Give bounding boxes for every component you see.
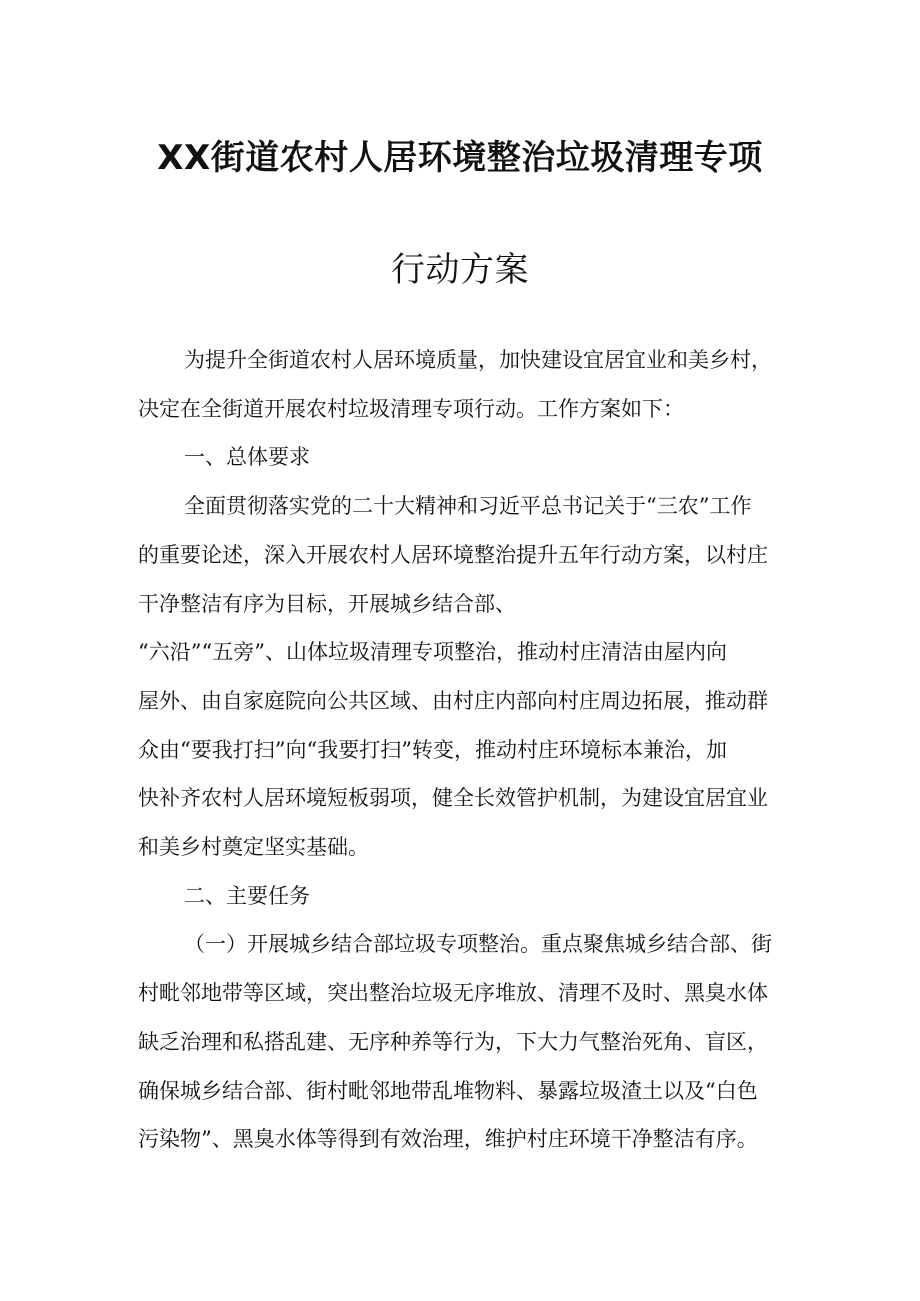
text-line: （一）开展城乡结合部垃圾专项整治。重点聚焦城乡结合部、街 (184, 932, 772, 957)
section-heading-main-tasks (138, 872, 790, 921)
text-line: 缺乏治理和私搭乱建、无序种养等行为，下大力气整治死角、盲区， (138, 1029, 768, 1054)
text-line: 为提升全街道农村人居环境质量，加快建设宜居宜业和美乡村， (184, 348, 772, 372)
text-line: 和美乡村奠定坚实基础。 (138, 835, 369, 860)
text-line: 众由“要我打扫”向“我要打扫”转变，推动村庄环境标本兼治，加 (138, 737, 727, 762)
section-heading-overall-requirements (138, 433, 790, 482)
text-line: 污染物”、黑臭水体等得到有效治理，维护村庄环境干净整洁有序。 (138, 1127, 758, 1152)
text-line: 全面贯彻落实党的二十大精神和习近平总书记关于“三农”工作 (184, 494, 752, 519)
document-body (138, 336, 790, 1164)
text-line: 二、主要任务 (184, 883, 310, 908)
document-title-line-1: XX街道农村人居环境整治垃圾清理专项 (157, 138, 763, 178)
text-line: 确保城乡结合部、街村毗邻地带乱堆物料、暴露垃圾渣土以及“白色 (138, 1078, 758, 1103)
text-line: 的重要论述，深入开展农村人居环境整治提升五年行动方案，以村庄 (138, 542, 768, 567)
text-line: 一、总体要求 (184, 445, 310, 470)
text-line: 村毗邻地带等区域，突出整治垃圾无序堆放、清理不及时、黑臭水体 (138, 981, 768, 1006)
paragraph-task-1 (138, 920, 790, 1164)
paragraph-overall-requirements (138, 482, 790, 872)
text-line: 快补齐农村人居环境短板弱项，健全长效管护机制，为建设宜居宜业 (138, 786, 768, 811)
text-line: 决定在全街道开展农村垃圾清理专项行动。工作方案如下： (138, 396, 684, 421)
text-line: 屋外、由自家庭院向公共区域、由村庄内部向村庄周边拓展，推动群 (138, 688, 768, 713)
text-line: “六沿”“五旁”、山体垃圾清理专项整治，推动村庄清洁由屋内向 (138, 640, 727, 665)
document-title-line-2: 行动方案 (391, 250, 529, 290)
paragraph-intro (138, 336, 790, 433)
text-line: 干净整洁有序为目标，开展城乡结合部、 (138, 591, 516, 616)
